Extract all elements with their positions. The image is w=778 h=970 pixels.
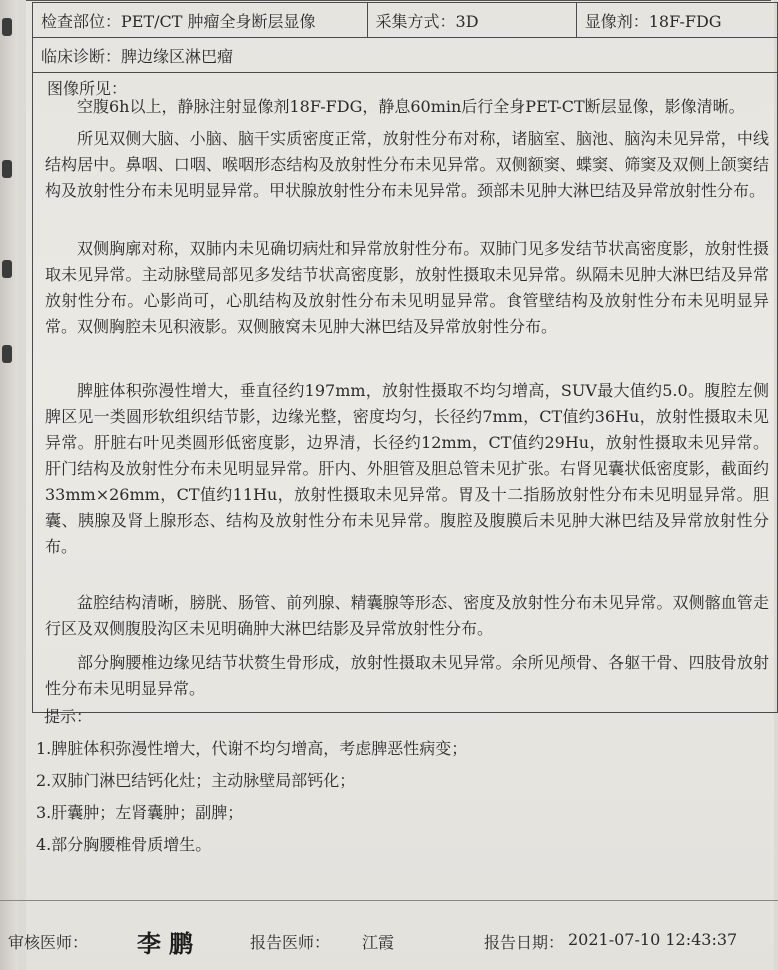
report-date-value: 2021-07-10 12:43:37 bbox=[568, 930, 738, 949]
findings-paragraph: 盆腔结构清晰，膀胱、肠管、前列腺、精囊腺等形态、密度及放射性分布未见异常。双侧髂血管走行区及双侧腹股沟区未见明确肿大淋巴结影及异常放射性分布。 bbox=[45, 593, 769, 638]
footer-divider bbox=[0, 900, 778, 901]
diagnosis-cell bbox=[33, 38, 778, 73]
acq-method-cell bbox=[367, 3, 576, 38]
findings-label: 图像所见： bbox=[47, 79, 128, 98]
impression-item: 1.脾脏体积弥漫性增大，代谢不均匀增高，考虑脾恶性病变； bbox=[36, 739, 468, 758]
reporter-label: 报告医师： bbox=[250, 933, 331, 952]
exam-site-cell bbox=[33, 3, 368, 38]
exam-site-label: 检查部位： bbox=[41, 11, 122, 31]
exam-info-table bbox=[32, 2, 778, 73]
reviewer-signature: 李鹏 bbox=[137, 930, 201, 958]
impression-label: 提示： bbox=[44, 707, 93, 726]
tracer-value: 18F-FDG bbox=[648, 11, 722, 31]
exam-info-row bbox=[33, 3, 778, 38]
diagnosis-value: 脾边缘区淋巴瘤 bbox=[121, 46, 234, 66]
binder-hole bbox=[2, 260, 12, 278]
acq-method-label: 采集方式： bbox=[375, 11, 456, 31]
impression-item: 4.部分胸腰椎骨质增生。 bbox=[36, 835, 212, 854]
binder-hole bbox=[2, 345, 12, 363]
tracer-label: 显像剂： bbox=[584, 11, 649, 31]
findings-paragraph: 脾脏体积弥漫性增大，垂直径约197mm，放射性摄取不均匀增高，SUV最大值约5.0。腹腔左侧脾区见一类圆形软组织结节影，边缘光整，密度均匀，长径约7mm，CT值约36Hu，放射性摄取未见异常。肝脏右叶见类圆形低密度影，边界清，长径约12mm，CT值约29Hu，放射性摄取未见异常。肝门结构及放射性分布未见明显异常。肝内、外胆管及胆总管未见扩张。右肾见囊状低密度影，截面约33mm×26mm，CT值约11Hu，放射性摄取未见异常。胃及十二指肠放射性分布未见明显异常。胆囊、胰腺及肾上腺形态、结构及放射性分布未见异常。腹腔及腹膜后未见肿大淋巴结及异常放射性分布。 bbox=[45, 381, 769, 556]
findings-box bbox=[32, 72, 778, 713]
binder-hole bbox=[2, 160, 12, 178]
reporter-name: 江霞 bbox=[362, 933, 395, 952]
findings-paragraph: 所见双侧大脑、小脑、脑干实质密度正常，放射性分布对称，诸脑室、脑池、脑沟未见异常，中线结构居中。鼻咽、口咽、喉咽形态结构及放射性分布未见异常。双侧额窦、蝶窦、筛窦及双侧上颌窦结构及放射性分布未见明显异常。甲状腺放射性分布未见异常。颈部未见肿大淋巴结及异常放射性分布。 bbox=[45, 129, 769, 200]
binder-hole bbox=[2, 18, 12, 36]
acq-method-value: 3D bbox=[455, 11, 479, 31]
impression-item: 2.双肺门淋巴结钙化灶；主动脉壁局部钙化； bbox=[36, 771, 356, 790]
report-sheet bbox=[26, 0, 774, 970]
diagnosis-label: 临床诊断： bbox=[41, 46, 122, 66]
findings-paragraph: 部分胸腰椎边缘见结节状赘生骨形成，放射性摄取未见异常。余所见颅骨、各躯干骨、四肢骨放射性分布未见明显异常。 bbox=[45, 653, 769, 698]
tracer-cell bbox=[576, 3, 777, 38]
impression-item: 3.肝囊肿；左肾囊肿；副脾； bbox=[36, 803, 244, 822]
findings-paragraph: 双侧胸廓对称，双肺内未见确切病灶和异常放射性分布。双肺门见多发结节状高密度影，放射性摄取未见异常。主动脉壁局部见多发结节状高密度影，放射性摄取未见异常。纵隔未见肿大淋巴结及异常放射性分布。心影尚可，心肌结构及放射性分布未见明显异常。食管壁结构及放射性分布未见明显异常。双侧胸腔未见积液影。双侧腋窝未见肿大淋巴结及异常放射性分布。 bbox=[45, 239, 769, 336]
report-date-label: 报告日期： bbox=[484, 933, 565, 952]
diagnosis-row bbox=[33, 38, 778, 73]
binder-edge bbox=[0, 0, 18, 970]
reviewer-label: 审核医师： bbox=[8, 933, 89, 952]
findings-paragraph: 空腹6h以上，静脉注射显像剂18F-FDG，静息60min后行全身PET-CT断层显像，影像清晰。 bbox=[77, 97, 745, 116]
exam-site-value: PET/CT 肿瘤全身断层显像 bbox=[121, 11, 316, 31]
